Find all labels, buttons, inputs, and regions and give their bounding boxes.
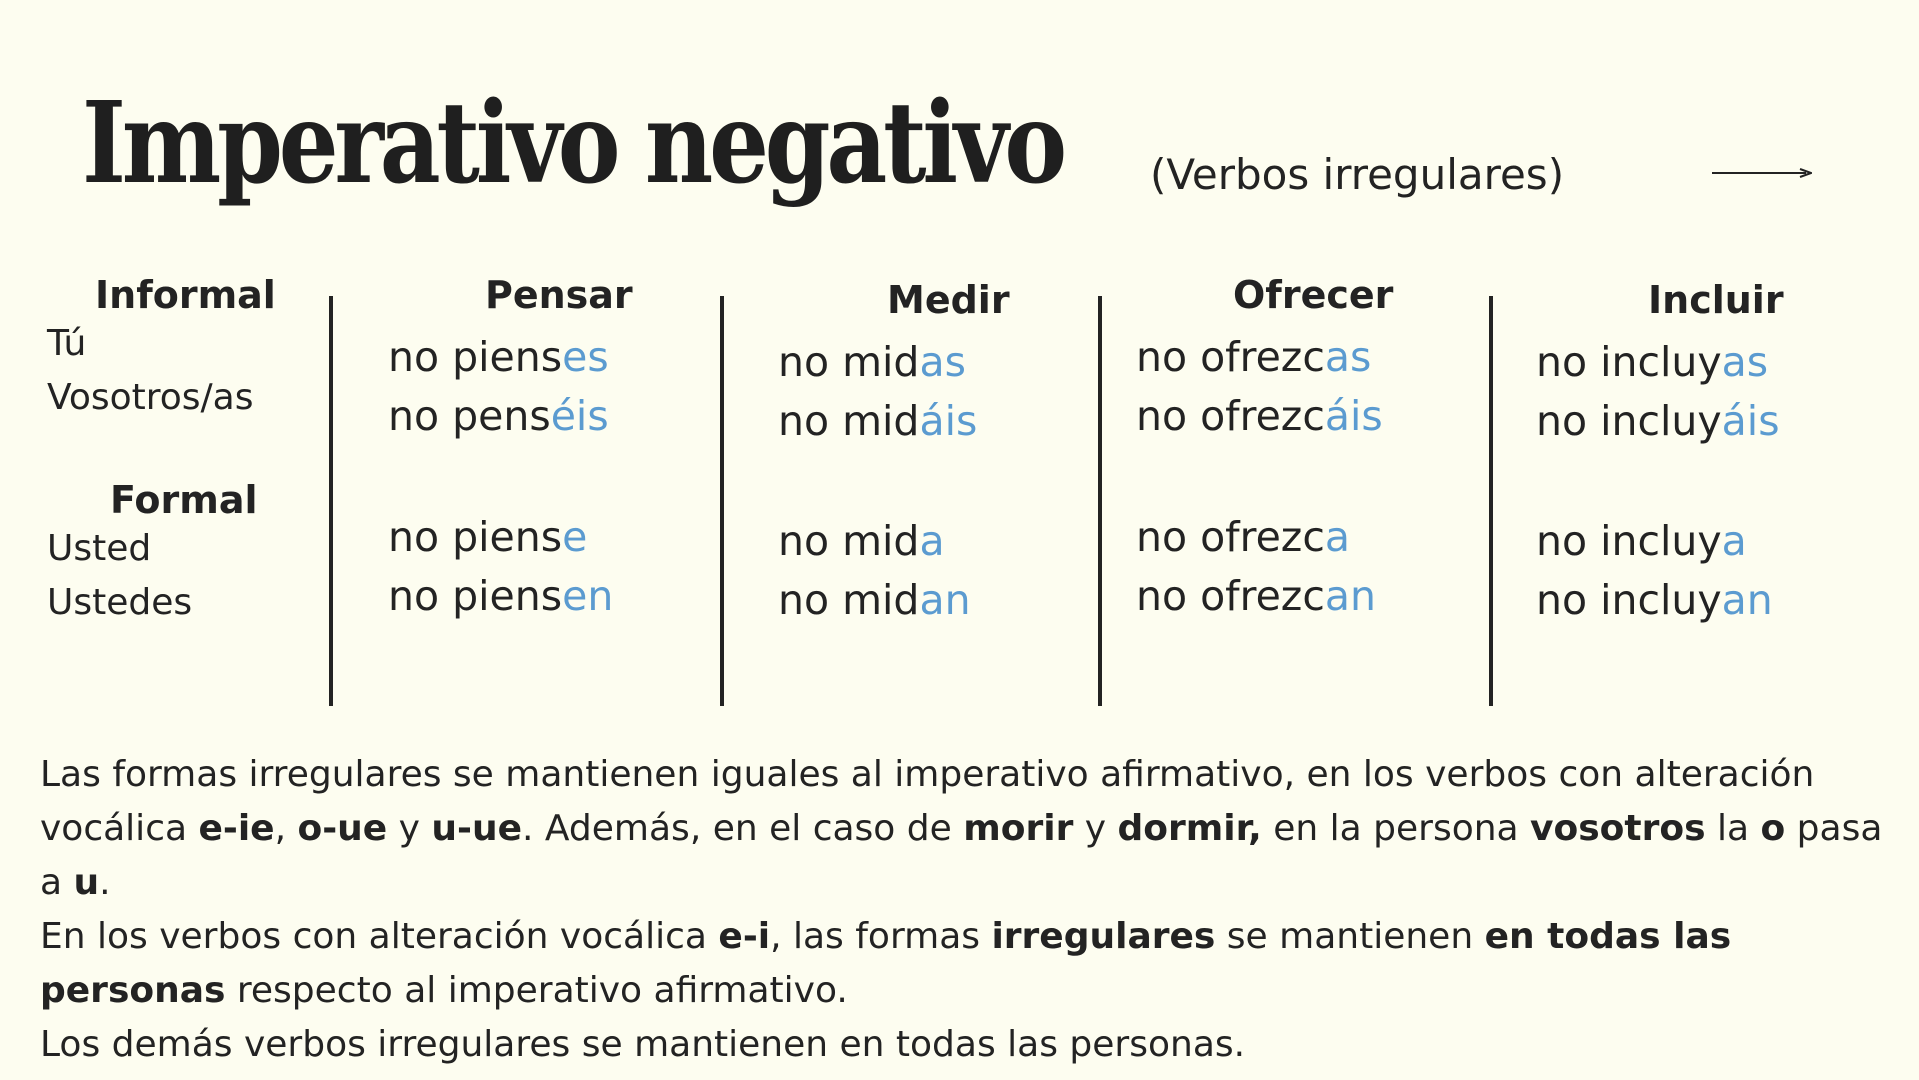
pronoun-usted: Usted: [47, 528, 152, 569]
subtitle: (Verbos irregulares): [1150, 150, 1565, 199]
column-divider: [720, 296, 724, 706]
pronoun-ustedes: Ustedes: [47, 582, 193, 623]
pronoun-vosotros: Vosotros/as: [47, 377, 254, 418]
verb-heading: Medir: [887, 278, 1010, 322]
right-arrow-icon: [1712, 168, 1812, 178]
conjugation: no ofrezca: [1136, 513, 1350, 561]
conjugation: no penséis: [388, 392, 609, 440]
verb-heading: Incluir: [1648, 278, 1784, 322]
conjugation: no incluyáis: [1536, 397, 1780, 445]
explanation: [40, 748, 1890, 1072]
conjugation: no incluyan: [1536, 576, 1773, 624]
column-divider: [329, 296, 333, 706]
formal-heading: Formal: [110, 478, 258, 522]
informal-heading: Informal: [95, 273, 276, 317]
conjugation: no mida: [778, 517, 945, 565]
conjugation: no ofrezcas: [1136, 333, 1372, 381]
conjugation: no piensen: [388, 572, 614, 620]
note-paragraph: En los verbos con alteración vocálica e-i, las formas irregulares se mantienen en todas las personas respecto al imperativo afirmativo.: [40, 916, 1732, 1011]
pronoun-tu: Tú: [47, 323, 87, 364]
conjugation: no midan: [778, 576, 971, 624]
verb-heading: Ofrecer: [1233, 273, 1394, 317]
column-divider: [1489, 296, 1493, 706]
page-title: Imperativo negativo: [82, 78, 1063, 209]
conjugation: no ofrezcáis: [1136, 392, 1383, 440]
note-paragraph: Los demás verbos irregulares se mantienen en todas las personas.: [40, 1024, 1246, 1065]
conjugation: no incluyas: [1536, 338, 1769, 386]
conjugation: no piense: [388, 513, 588, 561]
conjugation: no pienses: [388, 333, 609, 381]
column-divider: [1098, 296, 1102, 706]
conjugation: no ofrezcan: [1136, 572, 1376, 620]
verb-heading: Pensar: [485, 273, 633, 317]
conjugation: no midas: [778, 338, 966, 386]
conjugation: no midáis: [778, 397, 978, 445]
note-paragraph: Las formas irregulares se mantienen iguales al imperativo afirmativo, en los verbos con alteración vocálica e-ie, o-ue y u-ue. Además, en el caso de morir y dormir, en la persona vosotros la o pasa a u.: [40, 754, 1883, 903]
conjugation: no incluya: [1536, 517, 1747, 565]
